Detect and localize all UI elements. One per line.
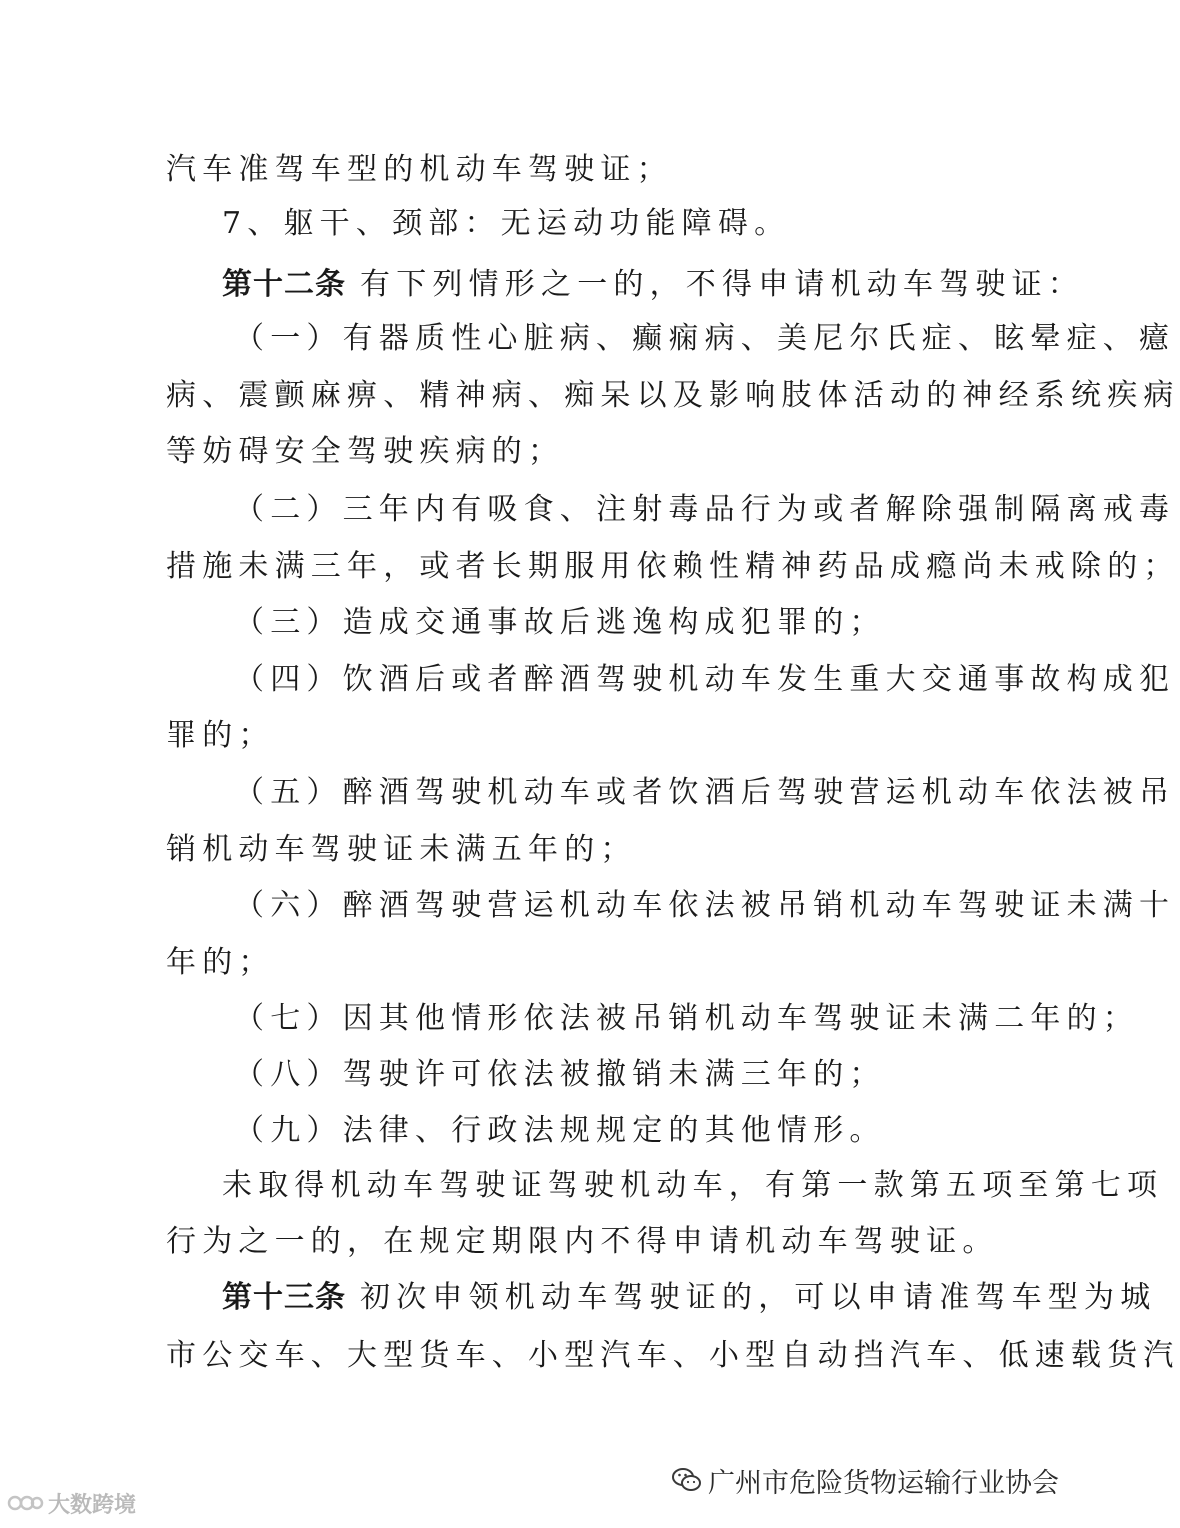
text-line: 行为之一的，在规定期限内不得申请机动车驾驶证。 xyxy=(166,1224,999,1259)
watermark-logo-icon xyxy=(6,1490,44,1516)
text-line: 有下列情形之一的，不得申请机动车驾驶证： xyxy=(360,267,1084,302)
text-line: 初次申领机动车驾驶证的，可以申请准驾车型为城 xyxy=(360,1280,1157,1315)
text-line: （五）醉酒驾驶机动车或者饮酒后驾驶营运机动车依法被吊 xyxy=(234,775,1176,810)
wechat-source-footer xyxy=(672,1460,1059,1500)
article-12-paragraph xyxy=(222,265,1084,305)
article-heading: 第十二条 xyxy=(222,267,346,302)
text-line: 罪的； xyxy=(166,718,275,753)
article-13-paragraph xyxy=(222,1278,1156,1318)
text-line: 等妨碍安全驾驶疾病的； xyxy=(166,434,565,469)
article-heading: 第十三条 xyxy=(222,1280,346,1315)
watermark xyxy=(6,1486,136,1520)
wechat-account-name: 广州市危险货物运输行业协会 xyxy=(708,1467,1059,1499)
text-line: （九）法律、行政法规规定的其他情形。 xyxy=(234,1113,886,1148)
text-line: 措施未满三年，或者长期服用依赖性精神药品成瘾尚未戒除的； xyxy=(166,549,1180,584)
watermark-text: 大数跨境 xyxy=(48,1492,137,1518)
text-line: （八）驾驶许可依法被撤销未满三年的； xyxy=(234,1057,886,1092)
text-line: （四）饮酒后或者醉酒驾驶机动车发生重大交通事故构成犯 xyxy=(234,662,1176,697)
text-line: 汽车准驾车型的机动车驾驶证； xyxy=(166,152,673,187)
text-line: 年的； xyxy=(166,945,275,980)
text-line: （七）因其他情形依法被吊销机动车驾驶证未满二年的； xyxy=(234,1001,1139,1036)
wechat-icon xyxy=(672,1467,702,1493)
text-line: （一）有器质性心脏病、癫痫病、美尼尔氏症、眩晕症、癔 xyxy=(234,321,1176,356)
text-line: （三）造成交通事故后逃逸构成犯罪的； xyxy=(234,605,886,640)
text-line: （六）醉酒驾驶营运机动车依法被吊销机动车驾驶证未满十 xyxy=(234,888,1176,923)
text-line: 销机动车驾驶证未满五年的； xyxy=(166,832,637,867)
text-line: 未取得机动车驾驶证驾驶机动车，有第一款第五项至第七项 xyxy=(222,1168,1164,1203)
text-line: 7、躯干、颈部：无运动功能障碍。 xyxy=(222,206,791,241)
text-line: （二）三年内有吸食、注射毒品行为或者解除强制隔离戒毒 xyxy=(234,492,1176,527)
text-line: 病、震颤麻痹、精神病、痴呆以及影响肢体活动的神经系统疾病 xyxy=(166,378,1180,413)
text-line: 市公交车、大型货车、小型汽车、小型自动挡汽车、低速载货汽 xyxy=(166,1338,1180,1373)
